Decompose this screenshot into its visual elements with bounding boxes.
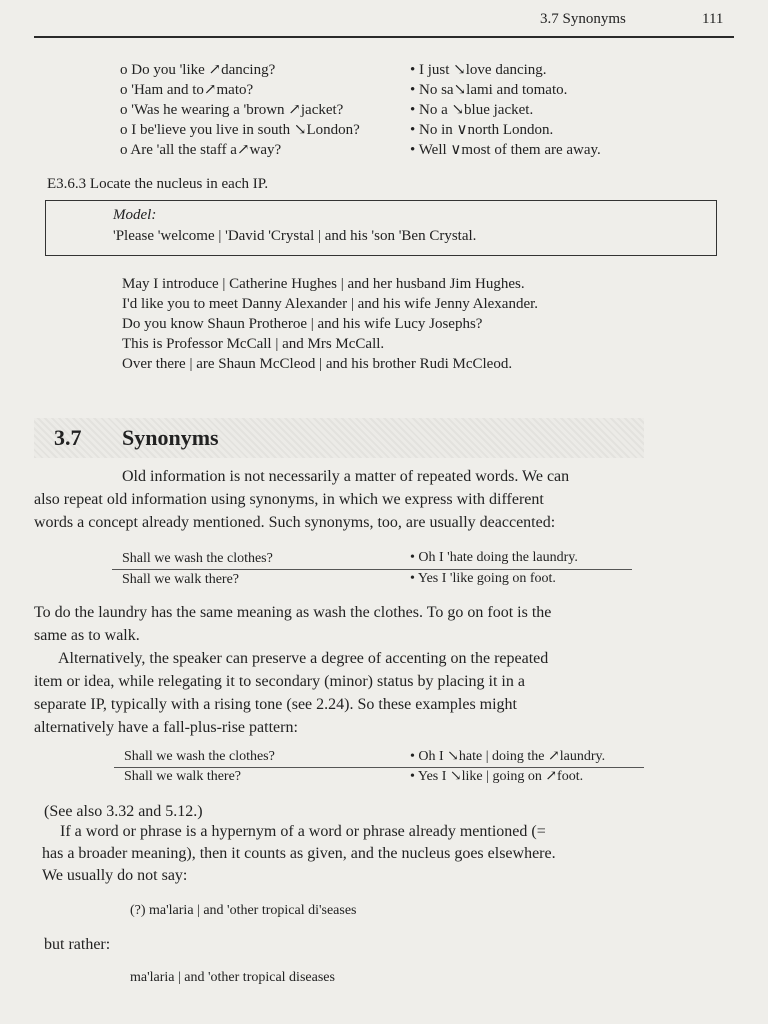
para3-line: separate IP, typically with a rising tone (see 2.24). So these examples might	[34, 696, 517, 713]
exercise-items	[122, 274, 538, 374]
see-also: (See also 3.32 and 5.12.)	[44, 803, 203, 820]
answer-item: • I just ↘love dancing.	[410, 62, 547, 78]
question-list	[120, 60, 360, 160]
question-item: o Do you 'like ↗dancing?	[120, 62, 276, 78]
para1-line: Old information is not necessarily a matter of repeated words. We can	[122, 468, 570, 485]
running-head: 3.7 Synonyms	[540, 11, 626, 27]
header-rule	[34, 36, 734, 38]
exercise-label: E3.6.3 Locate the nucleus in each IP.	[47, 176, 269, 192]
pair-right: • Yes I ↘like | going on ↗foot.	[410, 769, 584, 784]
para3-line: Alternatively, the speaker can preserve a degree of accenting on the repeated	[58, 650, 549, 667]
pair-rule	[112, 569, 632, 570]
para3-line: alternatively have a fall-plus-rise pattern:	[34, 719, 298, 736]
question-item: o 'Was he wearing a 'brown ↗jacket?	[120, 102, 344, 118]
pair-right: • Oh I 'hate doing the laundry.	[410, 550, 578, 565]
para1-line: words a concept already mentioned. Such synonyms, too, are usually deaccented:	[34, 514, 556, 531]
section-title: Synonyms	[122, 425, 219, 450]
model-label: Model:	[113, 207, 157, 223]
para4-line: If a word or phrase is a hypernym of a word or phrase already mentioned (=	[60, 823, 546, 840]
answer-list	[410, 60, 601, 160]
example-bad: (?) ma'laria | and 'other tropical di'seases	[130, 903, 357, 918]
pair-left: Shall we walk there?	[124, 769, 242, 784]
question-item: o I be'lieve you live in south ↘London?	[120, 122, 360, 138]
answer-item: • No a ↘blue jacket.	[410, 102, 534, 118]
para2-line: same as to walk.	[34, 627, 140, 644]
section-number: 3.7	[54, 425, 82, 450]
question-item: o Are 'all the staff a↗way?	[120, 142, 282, 158]
example-good: ma'laria | and 'other tropical diseases	[130, 970, 335, 985]
para3-line: item or idea, while relegating it to secondary (minor) status by placing it in a	[34, 673, 525, 690]
pair-left: Shall we wash the clothes?	[124, 749, 275, 764]
exercise-item: May I introduce | Catherine Hughes | and her husband Jim Hughes.	[122, 276, 525, 292]
model-box	[45, 200, 717, 256]
pair-left: Shall we walk there?	[122, 572, 240, 587]
exercise-item: This is Professor McCall | and Mrs McCall.	[122, 336, 385, 352]
exercise-item: Over there | are Shaun McCleod | and his brother Rudi McCleod.	[122, 356, 513, 372]
question-item: o 'Ham and to↗mato?	[120, 82, 254, 98]
para4-line: has a broader meaning), then it counts as given, and the nucleus goes elsewhere.	[42, 845, 556, 862]
para4-line: We usually do not say:	[42, 867, 188, 884]
answer-item: • Well ∨most of them are away.	[410, 142, 601, 158]
exercise-item: Do you know Shaun Protheroe | and his wife Lucy Josephs?	[122, 316, 483, 332]
answer-item: • No in ∨north London.	[410, 122, 554, 138]
exercise-item: I'd like you to meet Danny Alexander | and his wife Jenny Alexander.	[122, 296, 539, 312]
but-rather: but rather:	[44, 936, 111, 953]
pair-right: • Yes I 'like going on foot.	[410, 571, 556, 586]
para2-line: To do the laundry has the same meaning as wash the clothes. To go on foot is the	[34, 604, 552, 621]
model-text: 'Please 'welcome | 'David 'Crystal | and his 'son 'Ben Crystal.	[113, 228, 477, 244]
pair-left: Shall we wash the clothes?	[122, 551, 273, 566]
answer-item: • No sa↘lami and tomato.	[410, 82, 568, 98]
page-number: 111	[702, 11, 724, 27]
pair-right: • Oh I ↘hate | doing the ↗laundry.	[410, 749, 606, 764]
para1-line: also repeat old information using synonyms, in which we express with different	[34, 491, 544, 508]
